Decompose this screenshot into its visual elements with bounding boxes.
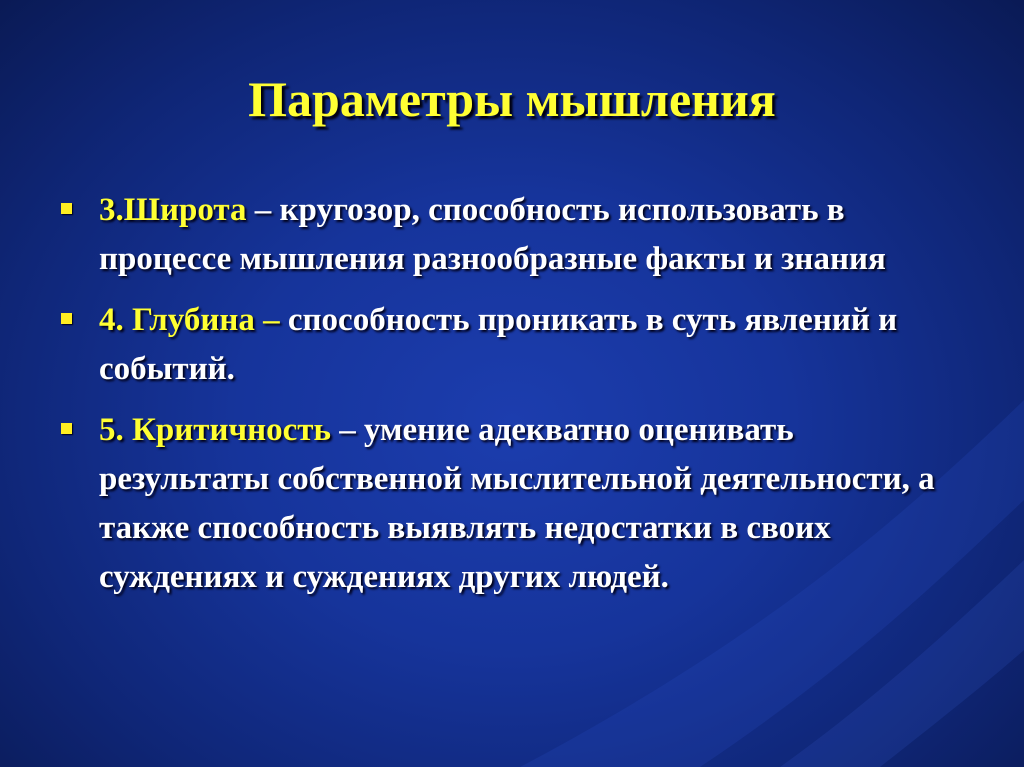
- bullet-text: способность проникать в суть явлений и событий.: [99, 302, 898, 387]
- bullet-list: [60, 186, 960, 614]
- slide-title: Параметры мышления: [248, 71, 776, 127]
- square-bullet-icon: [61, 313, 72, 324]
- bullet-text: – кругозор, способность использовать в процессе мышления разнообразные факты и знания: [99, 192, 886, 277]
- bullet-criticality: [60, 406, 960, 602]
- bullet-depth: [60, 296, 960, 394]
- bullet-term: 5. Критичность: [99, 412, 331, 448]
- bullet-term: 3.Широта: [99, 192, 247, 228]
- bullet-text: – умение адекватно оценивать результаты собственной мыслительной деятельности, а также способность выявлять недостатки в своих суждениях и суждениях других людей.: [99, 412, 935, 595]
- square-bullet-icon: [61, 423, 72, 434]
- bullet-term: 4. Глубина –: [99, 302, 280, 338]
- bullet-breadth: [60, 186, 960, 284]
- square-bullet-icon: [61, 203, 72, 214]
